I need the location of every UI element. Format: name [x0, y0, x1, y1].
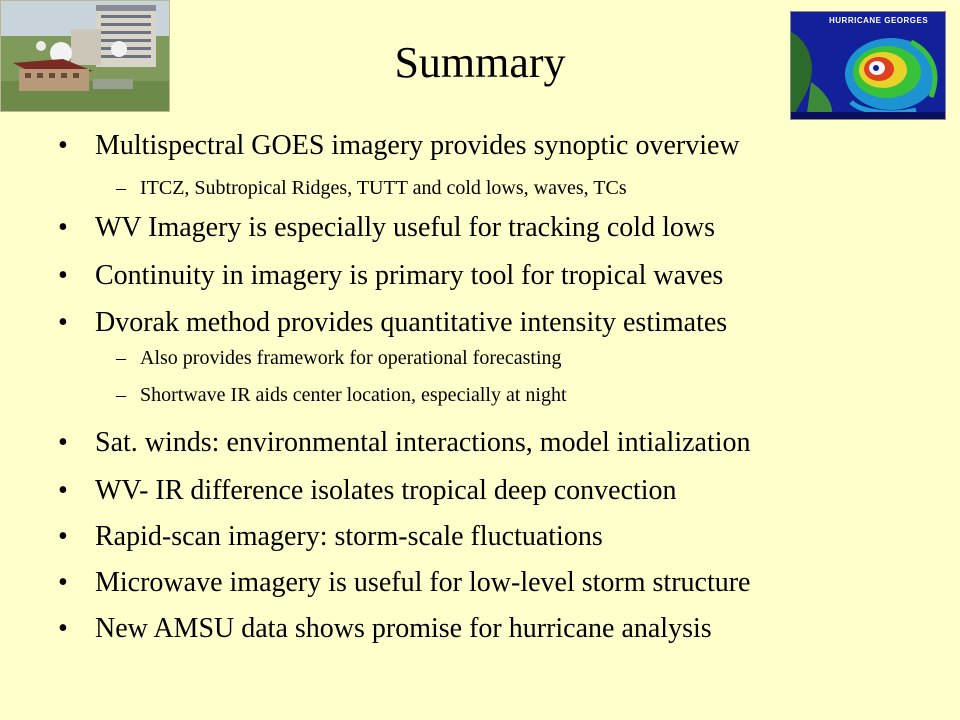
bullet-marker: •: [58, 307, 68, 338]
bullet-text: Sat. winds: environmental interactions, model intialization: [95, 427, 751, 458]
bullet-marker: •: [58, 427, 68, 458]
bullet-marker: •: [58, 521, 68, 552]
bullet-item: [58, 212, 715, 244]
bullet-marker: •: [58, 613, 68, 644]
bullet-item: [58, 427, 751, 459]
bullet-text: Microwave imagery is useful for low-level storm structure: [95, 567, 751, 598]
bullet-marker: •: [58, 260, 68, 291]
bullet-text: ITCZ, Subtropical Ridges, TUTT and cold lows, waves, TCs: [140, 177, 627, 199]
bullet-text: WV- IR difference isolates tropical deep convection: [95, 475, 677, 506]
bullet-item: [58, 613, 712, 645]
bullet-marker: •: [58, 130, 68, 161]
bullet-text: Multispectral GOES imagery provides synoptic overview: [95, 130, 740, 161]
bullet-marker: •: [58, 475, 68, 506]
bullet-item: [58, 130, 740, 162]
bullet-text: Continuity in imagery is primary tool for tropical waves: [95, 260, 724, 291]
dash-marker: –: [116, 384, 126, 406]
dash-marker: –: [116, 177, 126, 199]
bullet-text: New AMSU data shows promise for hurricane analysis: [95, 613, 712, 644]
bullet-item: [58, 475, 677, 507]
bullet-marker: •: [58, 567, 68, 598]
bullet-item: [58, 307, 727, 339]
image-caption: HURRICANE GEORGES: [829, 16, 929, 25]
bullet-text: WV Imagery is especially useful for tracking cold lows: [95, 212, 715, 243]
bullet-text: Dvorak method provides quantitative intensity estimates: [95, 307, 728, 338]
bullet-text: Rapid-scan imagery: storm-scale fluctuations: [95, 521, 603, 552]
sub-bullet-item: [58, 176, 627, 200]
bullet-text: Also provides framework for operational forecasting: [140, 347, 562, 369]
bullet-item: [58, 567, 750, 599]
bullet-text: Shortwave IR aids center location, especially at night: [140, 384, 567, 406]
bullet-marker: •: [58, 212, 68, 243]
bullet-item: [58, 260, 723, 292]
bullet-item: [58, 521, 603, 553]
sub-bullet-item: [58, 346, 562, 370]
sub-bullet-item: [58, 383, 567, 407]
slide-title: Summary: [394, 38, 566, 87]
dash-marker: –: [116, 347, 126, 369]
